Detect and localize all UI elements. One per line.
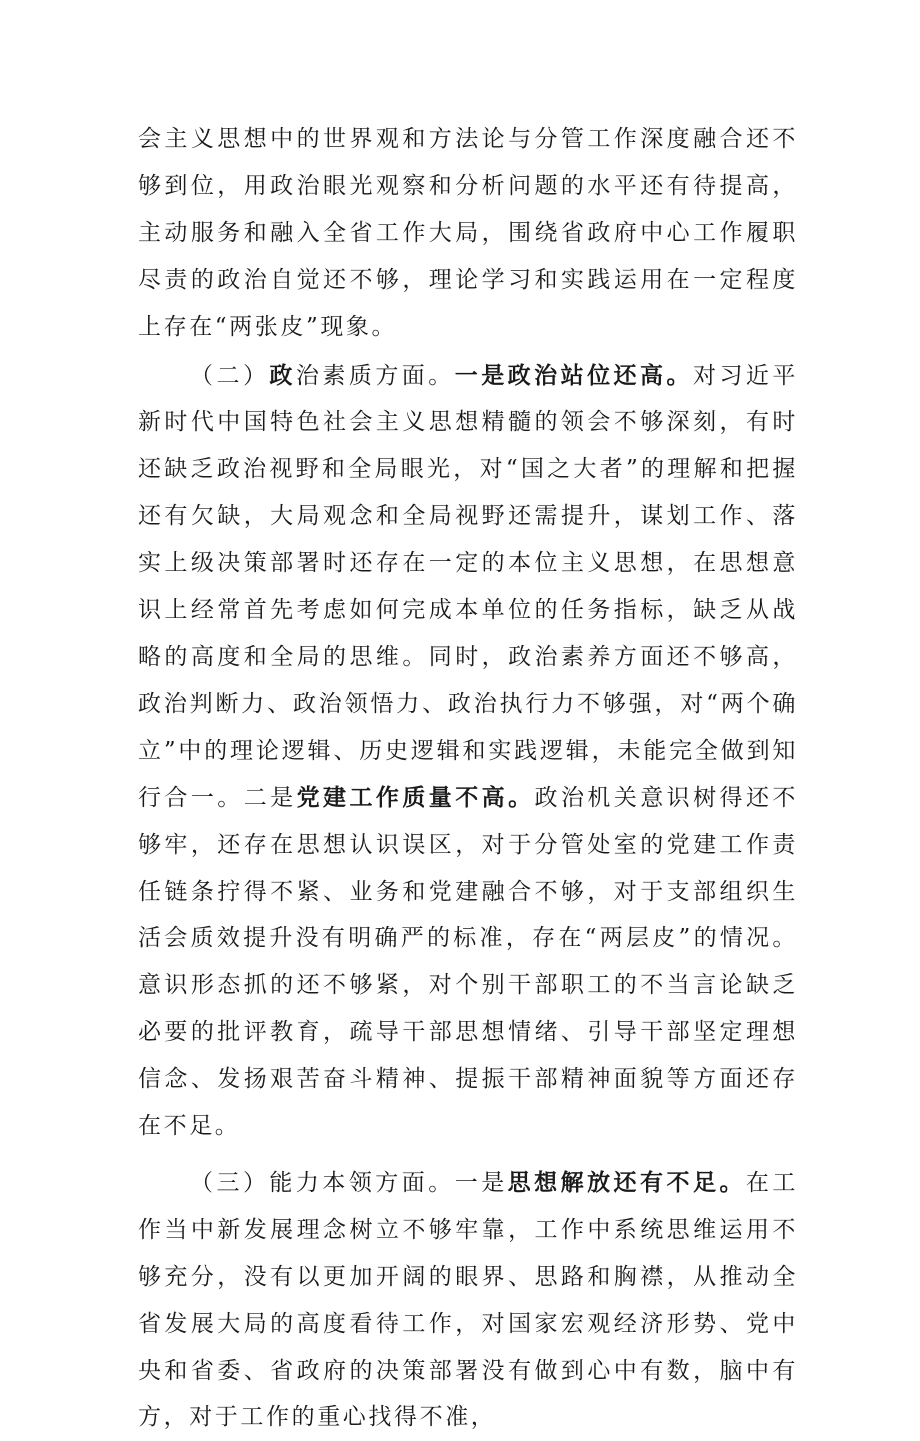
paragraph-2-text-a: 对习近平新时代中国特色社会主义思想精髓的领会不够深刻，有时还缺乏政治视野和全局眼光，对“国之大者”的理解和把握还有欠缺，大局观念和全局视野还需提升，谋划工作、落实上级决策部署时还存在一定的本位主义思想，在思想意识上经常首先考虑如何完成本单位的任务指标，缺乏从战略的高度和全局的思维。同时，政治素养方面还不够高，政治判断力、政治领悟力、政治执行力不够强，对“两个确立”中的理论逻辑、历史逻辑和实践逻辑，未能完全做到知行合一。二是 [138,362,798,811]
paragraph-2-text-b: 政治机关意识树得还不够牢，还存在思想认识误区，对于分管处室的党建工作责任链条拧得不紧、业务和党建融合不够，对于支部组织生活会质效提升没有明确严的标准，存在“两层皮”的情况。意识形态抓的还不够紧，对个别干部职工的不当言论缺乏必要的批评教育，疏导干部思想情绪、引导干部坚定理想信念、发扬艰苦奋斗精神、提振干部精神面貌等方面还存在不足。 [138,784,799,1140]
section-number-2: （二） [190,362,270,389]
paragraph-1-text: 会主义思想中的世界观和方法论与分管工作深度融合还不够到位，用政治眼光观察和分析问题的水平还有待提高，主动服务和融入全省工作大局，围绕省政府中心工作履职尽责的政治自觉还不够，理论学习和实践运用在一定程度上存在“两张皮”现象。 [138,126,798,340]
bold-point-heading: 思想解放还有不足。 [507,1168,746,1196]
section-heading-2: 治素质方面。 [295,362,455,389]
document-body [138,116,798,1441]
paragraph-1 [138,116,798,351]
paragraph-2 [138,353,798,1150]
bold-run: 政 [269,361,296,389]
section-heading-3: （三）能力本领方面。一是 [190,1169,508,1196]
paragraph-3-text: 在工作当中新发展理念树立不够牢靠，工作中系统思维运用不够充分，没有以更加开阔的眼界、思路和胸襟，从推动全省发展大局的高度看待工作，对国家宏观经济形势、党中央和省委、省政府的决策部署没有做到心中有数，脑中有方，对于工作的重心找得不准， [138,1169,798,1431]
bold-point-heading: 一是政治站位还高。 [454,361,693,389]
paragraph-3 [138,1160,798,1441]
bold-point-heading: 党建工作质量不高。 [296,783,535,811]
